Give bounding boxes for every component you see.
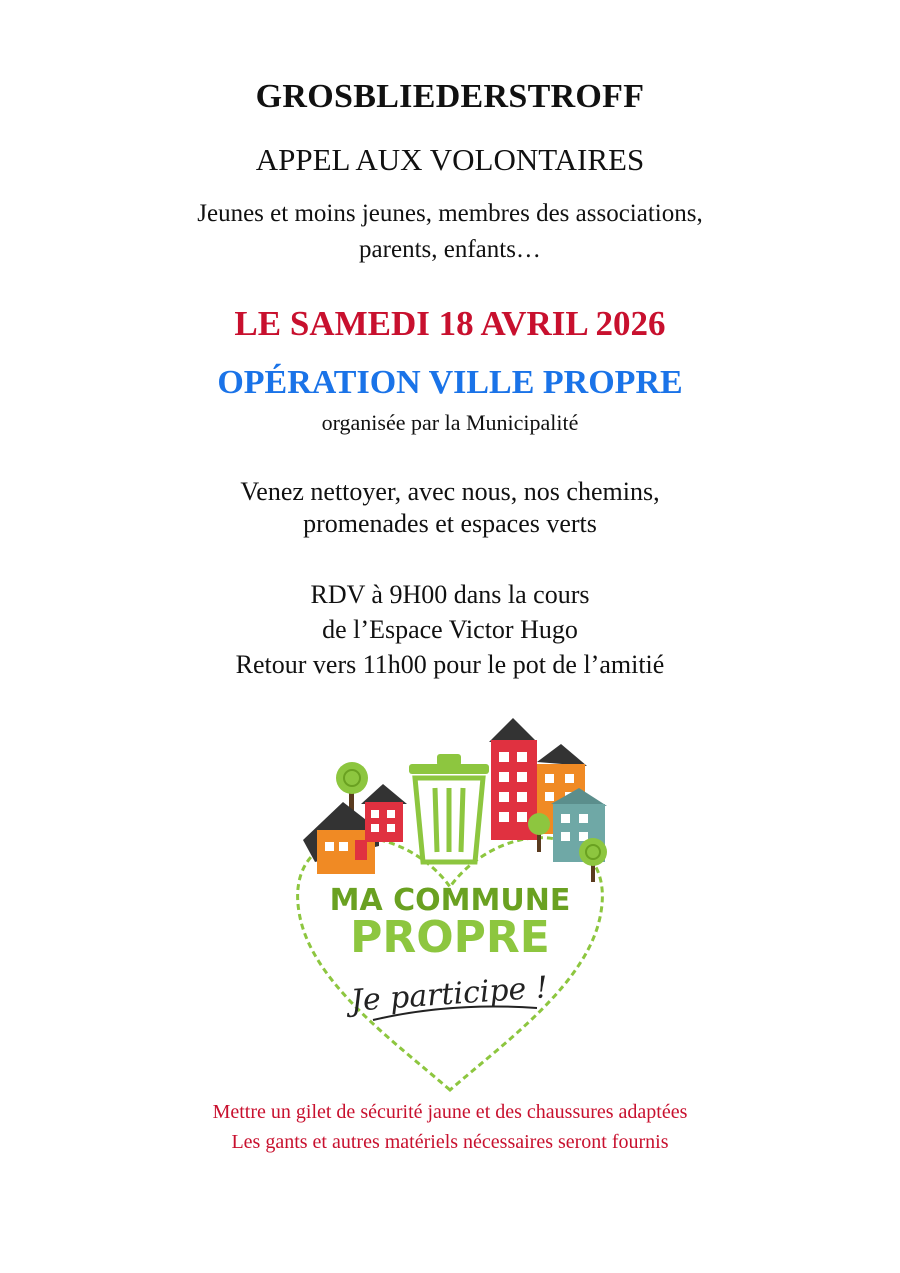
audience-line-2: parents, enfants… <box>359 236 541 263</box>
appeal-heading: APPEL AUX VOLONTAIRES <box>255 142 645 177</box>
event-name: OPÉRATION VILLE PROPRE <box>217 364 683 401</box>
invitation-line-1: Venez nettoyer, avec nous, nos chemins, <box>240 477 660 506</box>
event-organizer: organisée par la Municipalité <box>321 410 579 435</box>
house-icon-red-left <box>361 784 407 842</box>
heart-outline <box>298 838 603 1090</box>
note-line-2: Les gants et autres matériels nécessaires seront fournis <box>231 1131 669 1153</box>
logo-slogan: Je participe ! <box>349 970 549 1019</box>
logo-line-1: MA COMMUNE <box>329 883 571 918</box>
note-line-1: Mettre un gilet de sécurité jaune et des chaussures adaptées <box>212 1101 688 1123</box>
meeting-line-2: de l’Espace Victor Hugo <box>322 615 578 644</box>
invitation-line-2: promenades et espaces verts <box>303 509 597 538</box>
town-name: GROSBLIEDERSTROFF <box>255 78 645 115</box>
meeting-line-3: Retour vers 11h00 pour le pot de l’amitié <box>235 650 665 679</box>
trash-bin-icon <box>409 754 489 862</box>
meeting-line-1: RDV à 9H00 dans la cours <box>310 580 590 609</box>
logo-line-2: PROPRE <box>350 912 550 963</box>
audience-line-1: Jeunes et moins jeunes, membres des associations, <box>197 200 703 227</box>
ma-commune-propre-logo <box>275 712 625 1097</box>
event-date: LE SAMEDI 18 AVRIL 2026 <box>234 304 666 343</box>
